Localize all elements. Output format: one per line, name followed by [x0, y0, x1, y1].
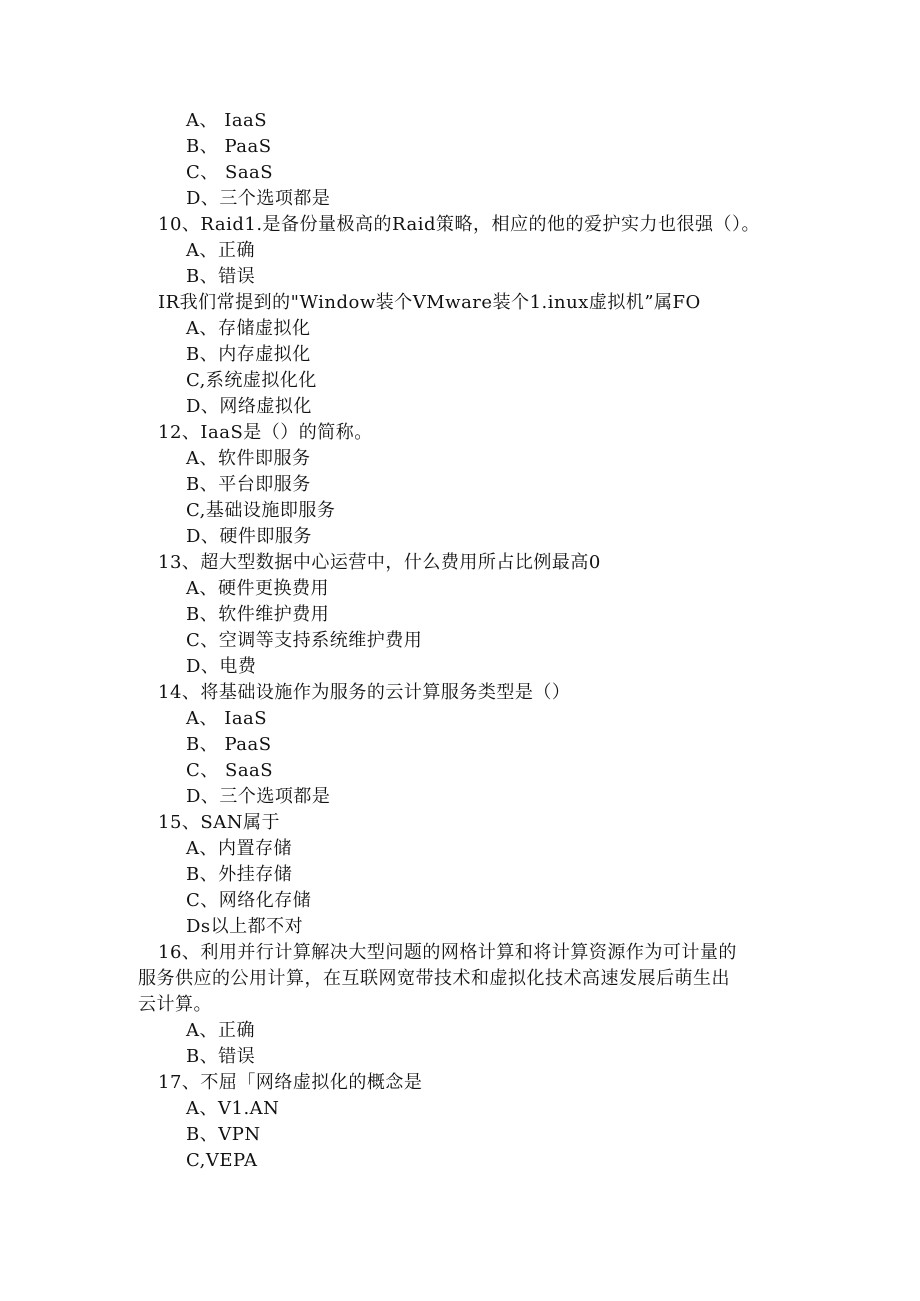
question-continuation: 云计算。	[138, 994, 212, 1015]
question-text: 10、Raid1.是备份量极高的Raid策略，相应的他的爱护实力也很强（）。	[158, 214, 761, 235]
answer-option: D、电费	[186, 656, 257, 677]
answer-option: B、错误	[186, 1046, 256, 1067]
answer-option: A、硬件更换费用	[186, 578, 329, 599]
answer-option: C、 SaaS	[186, 760, 274, 781]
answer-option: D、三个选项都是	[186, 786, 331, 807]
answer-option: D、三个选项都是	[186, 188, 331, 209]
answer-option: Ds以上都不对	[186, 916, 304, 937]
answer-option: C、网络化存储	[186, 890, 312, 911]
answer-option: B、 PaaS	[186, 136, 272, 157]
answer-option: A、内置存储	[186, 838, 292, 859]
answer-option: A、正确	[186, 1020, 255, 1041]
answer-option: A、软件即服务	[186, 448, 311, 469]
answer-option: B、平台即服务	[186, 474, 311, 495]
question-text: 14、将基础设施作为服务的云计算服务类型是（）	[158, 682, 571, 703]
answer-option: B、VPN	[186, 1124, 261, 1145]
answer-option: B、错误	[186, 266, 256, 287]
answer-option: C,系统虚拟化化	[186, 370, 317, 391]
answer-option: B、内存虚拟化	[186, 344, 311, 365]
answer-option: B、软件维护费用	[186, 604, 330, 625]
question-text: 16、利用并行计算解决大型问题的网格计算和将计算资源作为可计量的	[158, 942, 737, 963]
answer-option: B、外挂存储	[186, 864, 293, 885]
question-text: 17、不屈「网络虚拟化的概念是	[158, 1072, 423, 1093]
answer-option: A、 IaaS	[186, 110, 268, 131]
answer-option: D、硬件即服务	[186, 526, 312, 547]
question-text: 15、SAN属于	[158, 812, 280, 833]
answer-option: C,基础设施即服务	[186, 500, 336, 521]
question-continuation: 服务供应的公用计算，在互联网宽带技术和虚拟化技术高速发展后萌生出	[138, 968, 730, 989]
answer-option: C、 SaaS	[186, 162, 274, 183]
question-text: IR我们常提到的"Window装个VMware装个1.inux虚拟机”属FO	[158, 292, 701, 313]
answer-option: A、正确	[186, 240, 255, 261]
answer-option: C,VEPA	[186, 1150, 258, 1171]
answer-option: B、 PaaS	[186, 734, 272, 755]
answer-option: A、 IaaS	[186, 708, 268, 729]
question-text: 13、超大型数据中心运营中，什么费用所占比例最高0	[158, 552, 601, 573]
answer-option: C、空调等支持系统维护费用	[186, 630, 423, 651]
answer-option: A、存储虚拟化	[186, 318, 311, 339]
answer-option: A、V1.AN	[186, 1098, 280, 1119]
question-text: 12、IaaS是（）的简称。	[158, 422, 373, 443]
answer-option: D、网络虚拟化	[186, 396, 312, 417]
